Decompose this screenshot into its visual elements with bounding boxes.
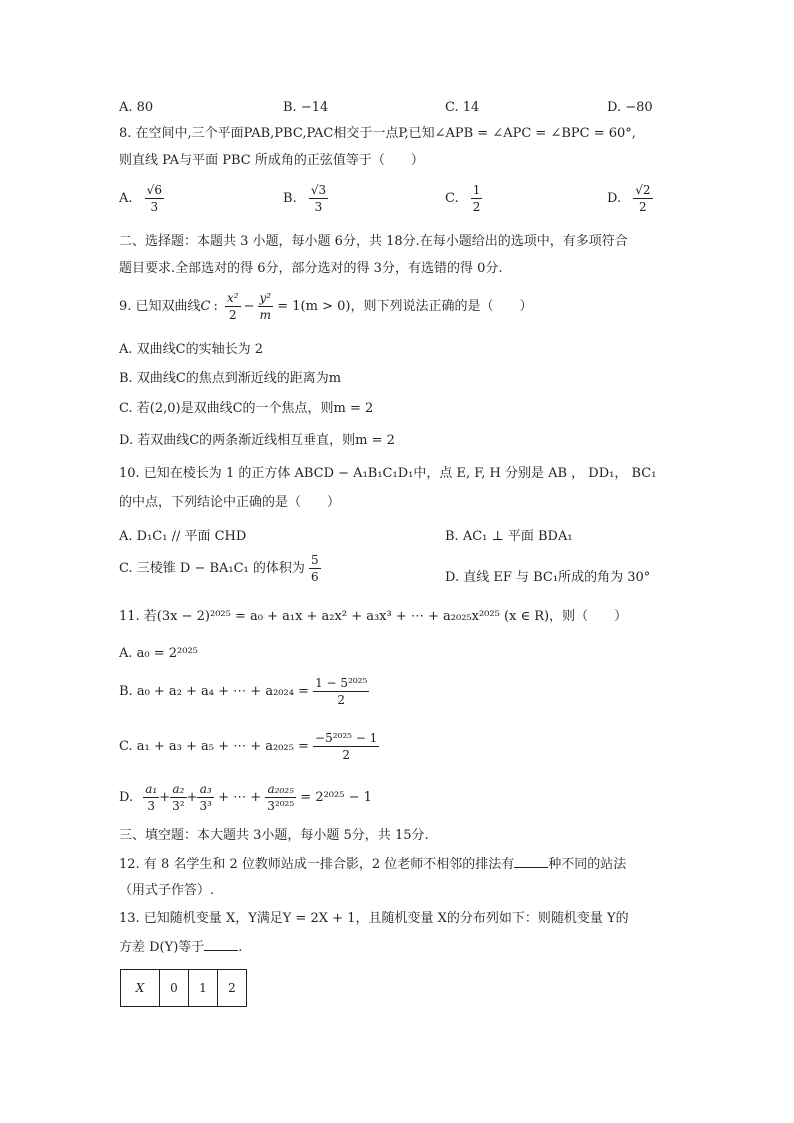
fraction-denominator: 2	[639, 200, 647, 214]
fraction-denominator: 2	[229, 308, 237, 322]
q10-option-a[interactable]: A. D₁C₁ // 平面 CHD	[119, 529, 247, 544]
fraction-denominator: 3	[150, 200, 159, 214]
q9-fraction-x	[225, 291, 241, 322]
fraction-numerator: a₃	[197, 782, 213, 798]
q11-option-c-text: C. a₁ + a₃ + a₅ + ⋯ + a₂₀₂₅ =	[119, 739, 309, 754]
answer-blank[interactable]	[204, 940, 238, 951]
q11-option-d-term1	[143, 782, 159, 813]
q7-option-a[interactable]: A. 80	[119, 100, 154, 115]
fraction-denominator: 6	[311, 570, 319, 584]
fraction-numerator: a₁	[145, 782, 158, 796]
q8-option-a-fraction	[145, 183, 164, 214]
fraction-denominator: 3³	[199, 799, 212, 813]
q10-stem-line2: 的中点，下列结论中正确的是（ ）	[119, 495, 341, 510]
table-cell: 2	[218, 970, 247, 1007]
table-cell: X	[121, 970, 160, 1007]
fraction-denominator: 3²⁰²⁵	[267, 799, 295, 813]
fraction-denominator: 2	[342, 748, 350, 762]
table-row	[121, 970, 247, 1007]
fraction-numerator: x²	[227, 291, 239, 305]
q9-option-a[interactable]: A. 双曲线C的实轴长为 2	[119, 342, 264, 357]
q11-option-b-text: B. a₀ + a₂ + a₄ + ⋯ + a₂₀₂₄ =	[119, 684, 309, 699]
q12-suffix: 种不同的站法	[548, 857, 627, 872]
q9-suffix: ，则下列说法正确的是（ ）	[350, 299, 533, 314]
q8-option-d[interactable]	[607, 183, 653, 214]
q8-option-b-label: B.	[283, 191, 297, 206]
q8-option-b-fraction	[309, 183, 328, 214]
q13-stem-line2	[119, 940, 242, 954]
q8-option-a-label: A.	[119, 191, 133, 206]
answer-blank[interactable]	[514, 857, 548, 868]
distribution-table	[120, 969, 247, 1007]
fraction-numerator: a₂₀₂₅	[265, 782, 296, 798]
q11-option-d[interactable]	[119, 782, 372, 813]
q9-option-c[interactable]: C. 若(2,0)是双曲线C的一个焦点，则m = 2	[119, 401, 374, 416]
q10-stem-line1: 10. 已知在棱长为 1 的正方体 ABCD − A₁B₁C₁D₁中，点 E, F, H 分别是 AB ， DD₁， BC₁	[119, 466, 657, 481]
q11-option-c[interactable]	[119, 731, 379, 762]
q11-option-c-fraction	[313, 731, 379, 762]
q11-option-d-term3	[197, 782, 213, 813]
q8-option-b[interactable]	[283, 183, 328, 214]
q10-option-c-text: C. 三棱锥 D − BA₁C₁ 的体积为	[119, 561, 305, 576]
q8-option-d-label: D.	[607, 191, 622, 206]
q12-stem-line2: （用式子作答）.	[119, 883, 215, 898]
fraction-numerator: √2	[635, 183, 651, 197]
table-cell: 0	[160, 970, 189, 1007]
plus-sign: +	[159, 790, 171, 805]
q11-option-d-term-last	[265, 782, 296, 813]
fraction-denominator: 2	[337, 693, 346, 707]
q8-option-c[interactable]	[445, 183, 482, 214]
q8-option-d-fraction	[633, 183, 652, 214]
q8-stem-line2: 则直线 PA与平面 PBC 所成角的正弦值等于（ ）	[119, 153, 424, 168]
q11-option-b[interactable]	[119, 676, 369, 707]
dots-sign: + ⋯ +	[218, 790, 262, 805]
q8-option-c-fraction	[471, 183, 483, 214]
q10-option-c[interactable]	[119, 553, 321, 584]
q11-option-a[interactable]: A. a₀ = 2²⁰²⁵	[119, 646, 198, 661]
fraction-numerator: 1 − 5²⁰²⁵	[315, 676, 368, 690]
q8-stem-line1: 8. 在空间中,三个平面PAB,PBC,PAC相交于一点P,已知∠APB = ∠APC = ∠BPC = 60°,	[119, 126, 636, 141]
q9-option-d[interactable]: D. 若双曲线C的两条渐近线相互垂直，则m = 2	[119, 433, 395, 448]
fraction-numerator: √6	[146, 183, 162, 197]
q11-option-d-term2	[170, 782, 186, 813]
q7-option-b[interactable]: B. −14	[283, 100, 329, 115]
q11-stem: 11. 若(3x − 2)²⁰²⁵ = a₀ + a₁x + a₂x² + a₃x³ + ⋯ + a₂₀₂₅x²⁰²⁵ (x ∈ R)，则（ ）	[119, 609, 628, 624]
q8-option-a[interactable]	[119, 183, 164, 214]
fraction-denominator: m	[259, 308, 271, 322]
q8-option-c-label: C.	[445, 191, 459, 206]
q7-option-c[interactable]: C. 14	[445, 100, 480, 115]
table-cell: 1	[189, 970, 218, 1007]
section3-header: 三、填空题：本大题共 3小题，每小题 5分，共 15分.	[119, 828, 429, 843]
q13-prefix: 方差 D(Y)等于	[119, 940, 205, 955]
q9-option-b[interactable]: B. 双曲线C的焦点到渐近线的距离为m	[119, 371, 342, 386]
q12-prefix: 12. 有 8 名学生和 2 位教师站成一排合影，2 位老师不相邻的排法有	[119, 857, 515, 872]
section2-header-line1: 二、选择题：本题共 3 小题，每小题 6分，共 18分.在每小题给出的选项中，有多项符合	[119, 234, 628, 249]
section2-header-line2: 题目要求.全部选对的得 6分，部分选对的得 3分，有选错的得 0分.	[119, 261, 503, 276]
fraction-denominator: 3	[314, 200, 323, 214]
q9-equation-tail: = 1(m > 0)	[277, 299, 351, 314]
fraction-numerator: 1	[472, 183, 481, 197]
plus-sign: +	[186, 790, 198, 805]
q9-curve-name: C	[200, 299, 211, 314]
q9-fraction-y	[258, 291, 274, 322]
fraction-denominator: 3	[147, 799, 156, 813]
q10-option-b[interactable]: B. AC₁ ⊥ 平面 BDA₁	[445, 529, 573, 544]
fraction-numerator: a₂	[170, 782, 186, 798]
fraction-numerator: 5	[311, 553, 319, 567]
q11-option-d-tail: = 2²⁰²⁵ − 1	[300, 790, 372, 805]
q13-suffix: .	[238, 940, 243, 955]
q13-stem-line1: 13. 已知随机变量 X，Y满足Y = 2X + 1，且随机变量 X的分布列如下：则随机变量 Y的	[119, 911, 629, 926]
q9-prefix: 9. 已知双曲线	[119, 299, 201, 314]
fraction-denominator: 2	[472, 200, 481, 214]
q10-option-c-fraction	[309, 553, 321, 584]
q12-stem-line1	[119, 857, 626, 871]
fraction-numerator: y²	[259, 291, 272, 305]
q9-stem: 9. 已知双曲线C : $\frac{\text{x²}}{2}$ − $\frac{\text{y²}}{m}$ = 1(m > 0)，则下列说法正确的是（ ）	[119, 291, 533, 322]
fraction-denominator: 3²	[172, 799, 185, 813]
fraction-numerator: √3	[310, 183, 327, 197]
q11-option-d-label: D.	[119, 790, 134, 805]
q10-option-d[interactable]: D. 直线 EF 与 BC₁所成的角为 30°	[445, 570, 651, 585]
fraction-numerator: −5²⁰²⁵ − 1	[315, 731, 378, 745]
q7-option-d[interactable]: D. −80	[607, 100, 653, 115]
q11-option-b-fraction	[313, 676, 369, 707]
